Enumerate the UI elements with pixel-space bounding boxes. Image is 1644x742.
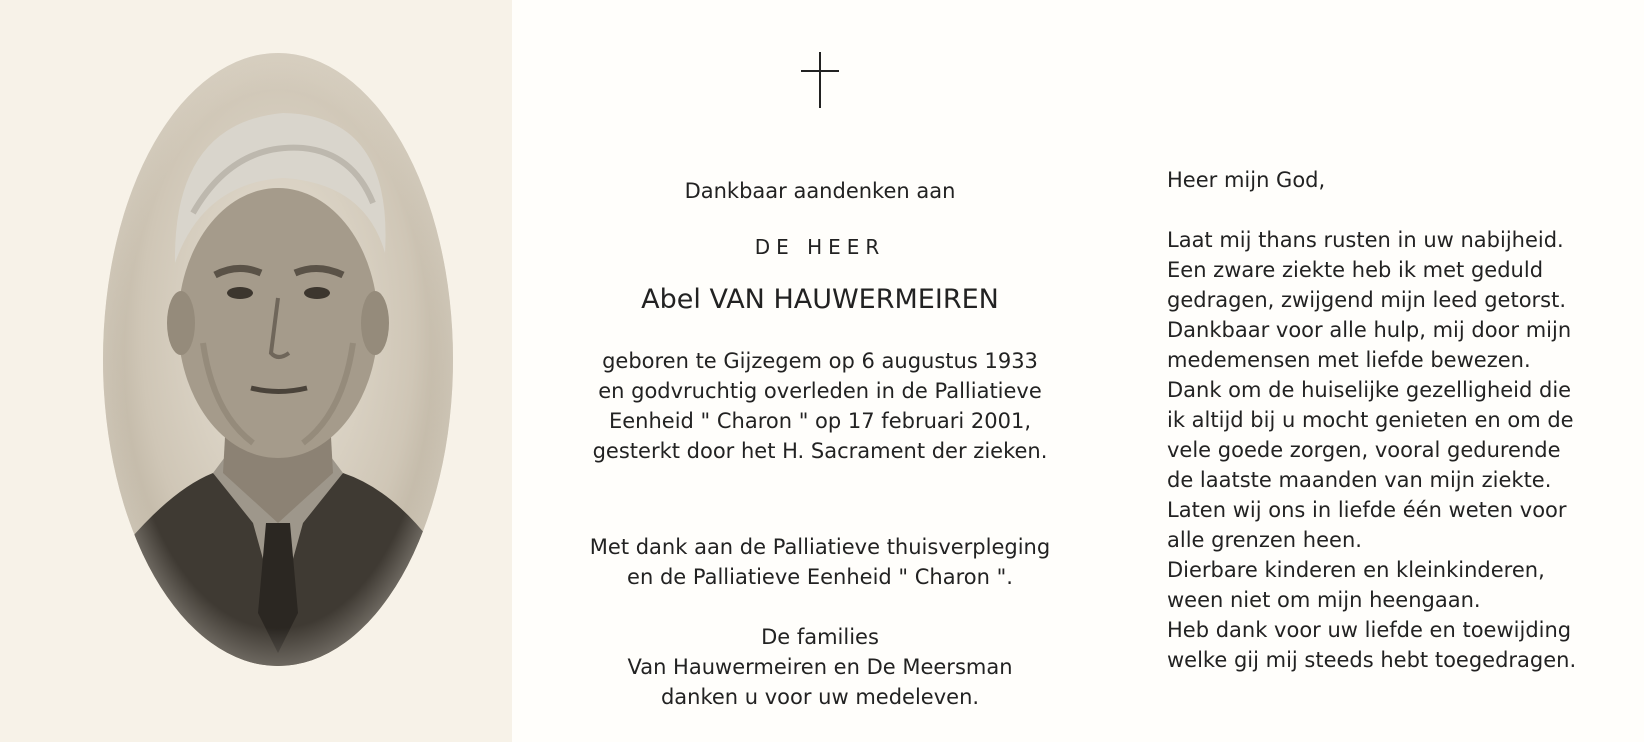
- poem-line: Heb dank voor uw liefde en toewijding: [1167, 618, 1572, 642]
- intro-text: Dankbaar aandenken aan: [684, 179, 956, 203]
- bio-line: en godvruchtig overleden in de Palliatieve: [598, 379, 1042, 403]
- poem-line: de laatste maanden van mijn ziekte.: [1167, 468, 1552, 492]
- family-line: danken u voor uw medeleven.: [660, 685, 980, 709]
- poem-line: Een zware ziekte heb ik met geduld: [1167, 258, 1544, 282]
- family-signature: [560, 622, 1080, 712]
- biography: [560, 346, 1080, 466]
- bio-line: Eenheid " Charon " op 17 februari 2001,: [608, 409, 1032, 433]
- cross-icon-horizontal: [801, 70, 839, 72]
- poem-line: ik altijd bij u mocht genieten en om de: [1167, 408, 1574, 432]
- bio-line: gesterkt door het H. Sacrament der zieken.: [592, 439, 1048, 463]
- thanks-line: Met dank aan de Palliatieve thuisverpleging: [589, 535, 1051, 559]
- poem-line: vele goede zorgen, vooral gedurende: [1167, 438, 1561, 462]
- family-line: De families: [761, 625, 879, 649]
- poem-line: Laat mij thans rusten in uw nabijheid.: [1167, 228, 1564, 252]
- cross-icon-vertical: [819, 52, 821, 108]
- poem-line: Laten wij ons in liefde één weten voor: [1167, 498, 1567, 522]
- poem-line: medemensen met liefde bewezen.: [1167, 348, 1531, 372]
- poem-line: Dank om de huiselijke gezelligheid die: [1167, 378, 1572, 402]
- poem-line: alle grenzen heen.: [1167, 528, 1362, 552]
- family-line: Van Hauwermeiren en De Meersman: [627, 655, 1013, 679]
- poem-line: gedragen, zwijgend mijn leed getorst.: [1167, 288, 1567, 312]
- prayer-poem: [1167, 165, 1637, 675]
- deceased-name: Abel VAN HAUWERMEIREN: [641, 284, 999, 315]
- poem-line: Dierbare kinderen en kleinkinderen,: [1167, 558, 1545, 582]
- poem-line: welke gij mij steeds hebt toegedragen.: [1167, 648, 1577, 672]
- poem-line: Dankbaar voor alle hulp, mij door mijn: [1167, 318, 1572, 342]
- poem-greeting: Heer mijn God,: [1167, 168, 1326, 192]
- poem-line: ween niet om mijn heengaan.: [1167, 588, 1481, 612]
- portrait-vignette: [103, 53, 453, 666]
- bio-line: geboren te Gijzegem op 6 augustus 1933: [602, 349, 1038, 373]
- photo-panel: [0, 0, 512, 742]
- thanks-note: [560, 532, 1080, 592]
- portrait-photo: [103, 53, 453, 666]
- cross-icon: [801, 52, 839, 108]
- thanks-line: en de Palliatieve Eenheid " Charon ".: [627, 565, 1013, 589]
- honorific: DE HEER: [754, 235, 886, 259]
